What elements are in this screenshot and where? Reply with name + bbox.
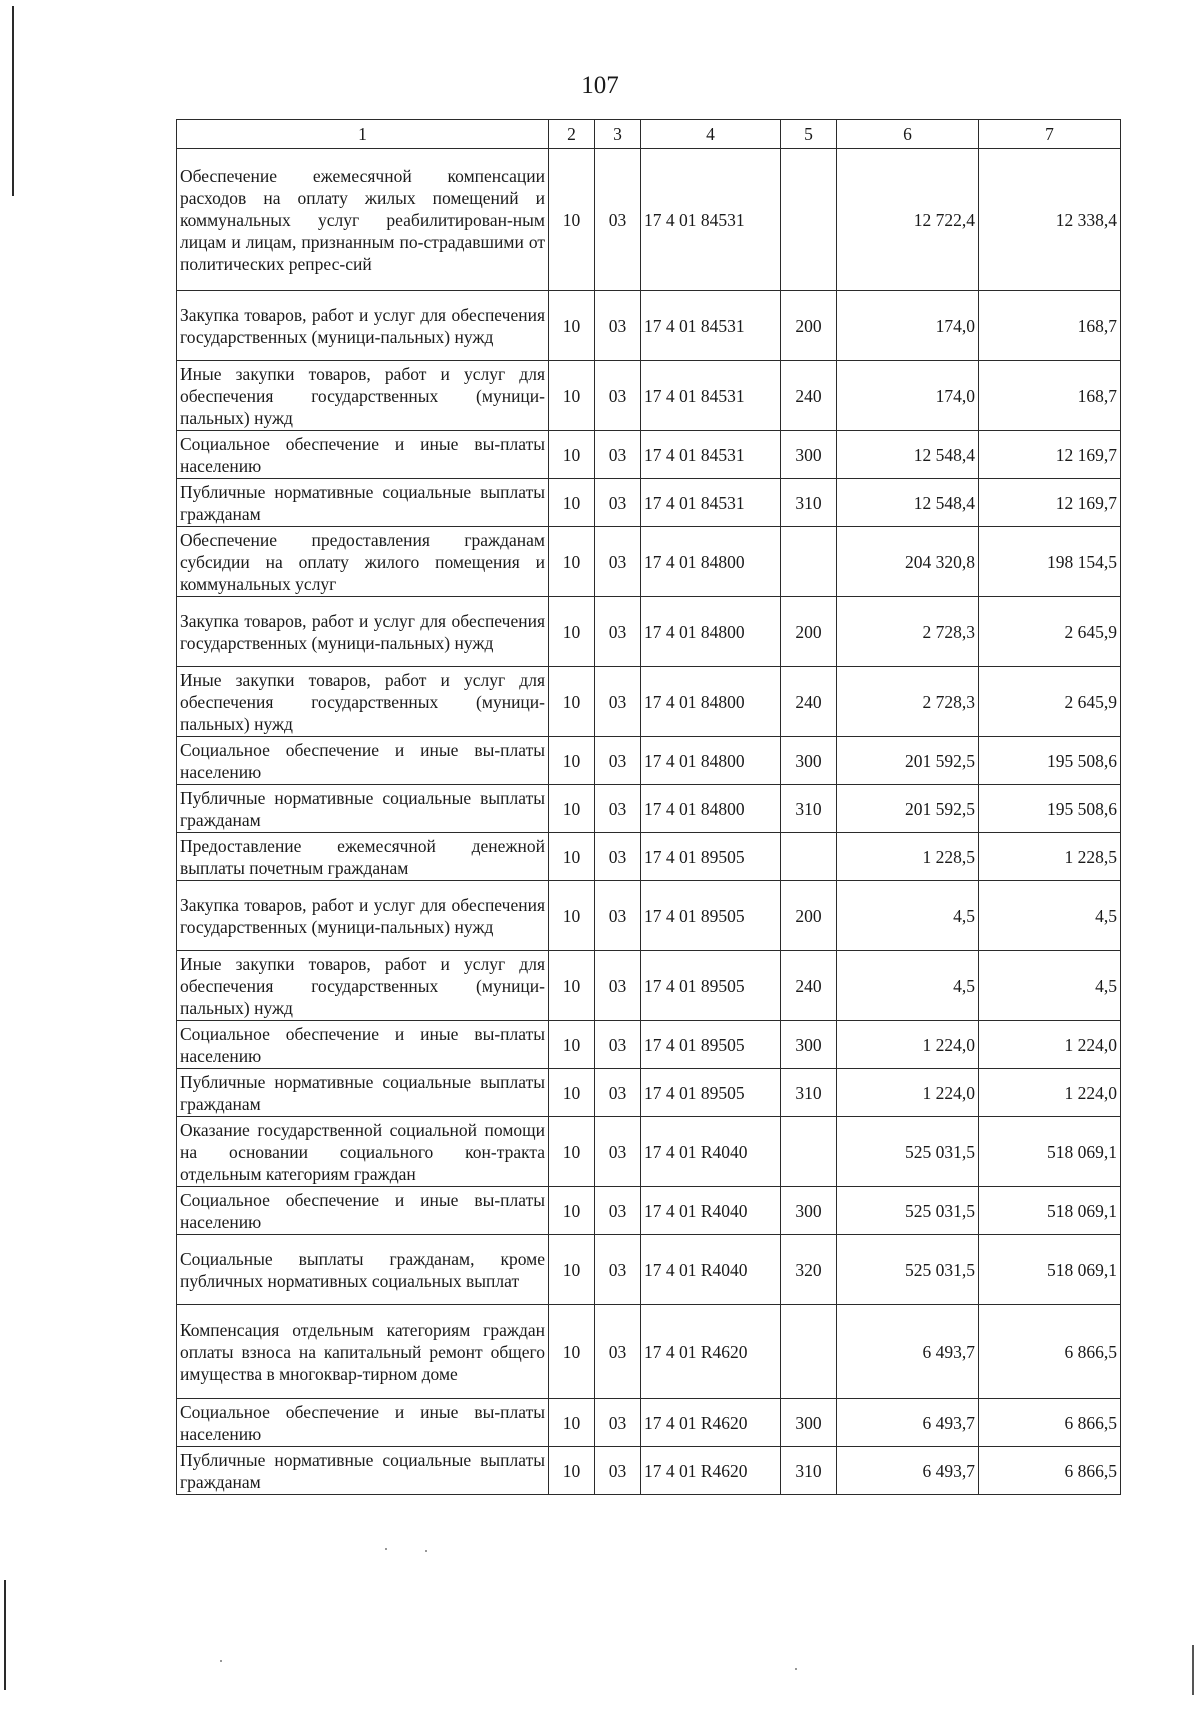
scan-edge-bottom-left <box>4 1580 6 1690</box>
section-code-cell: 10 <box>549 833 595 881</box>
row-name-cell: Оказание государственной социальной помощи на основании социального кон-тракта отдельным категориям граждан <box>177 1117 549 1187</box>
target-article-cell: 17 4 01 89505 <box>641 881 781 951</box>
target-article-cell: 17 4 01 84531 <box>641 149 781 291</box>
expense-type-cell <box>781 1305 837 1399</box>
amount-col7-cell: 12 338,4 <box>979 149 1121 291</box>
expense-type-cell: 300 <box>781 1399 837 1447</box>
expense-type-cell: 310 <box>781 1447 837 1495</box>
amount-col7-cell: 518 069,1 <box>979 1235 1121 1305</box>
subsection-code-cell: 03 <box>595 527 641 597</box>
table-row <box>177 291 1121 361</box>
column-header-6: 6 <box>837 120 979 149</box>
section-code-cell: 10 <box>549 149 595 291</box>
table-row <box>177 527 1121 597</box>
amount-col7-cell: 1 228,5 <box>979 833 1121 881</box>
amount-col6-cell: 525 031,5 <box>837 1117 979 1187</box>
expense-type-cell: 300 <box>781 1187 837 1235</box>
row-name-cell: Иные закупки товаров, работ и услуг для обеспечения государственных (муници-пальных) нужд <box>177 667 549 737</box>
target-article-cell: 17 4 01 R4620 <box>641 1447 781 1495</box>
amount-col6-cell: 204 320,8 <box>837 527 979 597</box>
target-article-cell: 17 4 01 84531 <box>641 479 781 527</box>
row-name-cell: Социальное обеспечение и иные вы-платы населению <box>177 1187 549 1235</box>
column-header-1: 1 <box>177 120 549 149</box>
table-row <box>177 1305 1121 1399</box>
section-code-cell: 10 <box>549 479 595 527</box>
target-article-cell: 17 4 01 R4620 <box>641 1399 781 1447</box>
subsection-code-cell: 03 <box>595 1447 641 1495</box>
subsection-code-cell: 03 <box>595 361 641 431</box>
amount-col7-cell: 195 508,6 <box>979 737 1121 785</box>
table-body <box>177 149 1121 1495</box>
expense-type-cell: 310 <box>781 785 837 833</box>
target-article-cell: 17 4 01 84800 <box>641 667 781 737</box>
section-code-cell: 10 <box>549 951 595 1021</box>
column-header-3: 3 <box>595 120 641 149</box>
amount-col6-cell: 2 728,3 <box>837 597 979 667</box>
expense-type-cell <box>781 833 837 881</box>
row-name-cell: Иные закупки товаров, работ и услуг для обеспечения государственных (муници-пальных) нужд <box>177 951 549 1021</box>
expense-type-cell <box>781 1117 837 1187</box>
amount-col7-cell: 12 169,7 <box>979 479 1121 527</box>
amount-col6-cell: 6 493,7 <box>837 1399 979 1447</box>
table-row <box>177 597 1121 667</box>
section-code-cell: 10 <box>549 1235 595 1305</box>
section-code-cell: 10 <box>549 1447 595 1495</box>
row-name-cell: Закупка товаров, работ и услуг для обеспечения государственных (муници-пальных) нужд <box>177 291 549 361</box>
column-header-4: 4 <box>641 120 781 149</box>
table-row <box>177 951 1121 1021</box>
table-row <box>177 737 1121 785</box>
header-row <box>177 120 1121 149</box>
expense-type-cell: 320 <box>781 1235 837 1305</box>
scan-speck <box>220 1660 222 1662</box>
section-code-cell: 10 <box>549 527 595 597</box>
amount-col7-cell: 198 154,5 <box>979 527 1121 597</box>
amount-col7-cell: 1 224,0 <box>979 1021 1121 1069</box>
target-article-cell: 17 4 01 84531 <box>641 431 781 479</box>
table-row <box>177 1447 1121 1495</box>
amount-col6-cell: 1 224,0 <box>837 1069 979 1117</box>
section-code-cell: 10 <box>549 1187 595 1235</box>
target-article-cell: 17 4 01 84800 <box>641 737 781 785</box>
expense-type-cell: 300 <box>781 737 837 785</box>
table-row <box>177 149 1121 291</box>
row-name-cell: Публичные нормативные социальные выплаты гражданам <box>177 1447 549 1495</box>
target-article-cell: 17 4 01 84800 <box>641 597 781 667</box>
subsection-code-cell: 03 <box>595 1069 641 1117</box>
section-code-cell: 10 <box>549 291 595 361</box>
row-name-cell: Закупка товаров, работ и услуг для обеспечения государственных (муници-пальных) нужд <box>177 881 549 951</box>
row-name-cell: Закупка товаров, работ и услуг для обеспечения государственных (муници-пальных) нужд <box>177 597 549 667</box>
table-row <box>177 881 1121 951</box>
amount-col7-cell: 518 069,1 <box>979 1187 1121 1235</box>
row-name-cell: Компенсация отдельным категориям граждан оплаты взноса на капитальный ремонт общего имущества в многоквар-тирном доме <box>177 1305 549 1399</box>
table-row <box>177 1399 1121 1447</box>
table-row <box>177 1187 1121 1235</box>
table-row <box>177 785 1121 833</box>
subsection-code-cell: 03 <box>595 1117 641 1187</box>
table-row <box>177 479 1121 527</box>
amount-col6-cell: 2 728,3 <box>837 667 979 737</box>
table-row <box>177 1069 1121 1117</box>
expense-type-cell: 200 <box>781 291 837 361</box>
amount-col6-cell: 6 493,7 <box>837 1305 979 1399</box>
table-row <box>177 1021 1121 1069</box>
target-article-cell: 17 4 01 89505 <box>641 1069 781 1117</box>
amount-col6-cell: 12 722,4 <box>837 149 979 291</box>
row-name-cell: Социальное обеспечение и иные вы-платы населению <box>177 1399 549 1447</box>
amount-col6-cell: 4,5 <box>837 881 979 951</box>
amount-col7-cell: 4,5 <box>979 881 1121 951</box>
target-article-cell: 17 4 01 84800 <box>641 785 781 833</box>
subsection-code-cell: 03 <box>595 1187 641 1235</box>
amount-col7-cell: 6 866,5 <box>979 1399 1121 1447</box>
subsection-code-cell: 03 <box>595 785 641 833</box>
amount-col6-cell: 525 031,5 <box>837 1235 979 1305</box>
scan-edge-bottom-right <box>1192 1645 1194 1695</box>
target-article-cell: 17 4 01 84531 <box>641 291 781 361</box>
row-name-cell: Обеспечение предоставления гражданам субсидии на оплату жилого помещения и коммунальных услуг <box>177 527 549 597</box>
row-name-cell: Социальное обеспечение и иные вы-платы населению <box>177 737 549 785</box>
target-article-cell: 17 4 01 89505 <box>641 1021 781 1069</box>
scan-speck <box>425 1550 427 1552</box>
row-name-cell: Публичные нормативные социальные выплаты гражданам <box>177 479 549 527</box>
amount-col6-cell: 1 228,5 <box>837 833 979 881</box>
amount-col7-cell: 168,7 <box>979 291 1121 361</box>
section-code-cell: 10 <box>549 667 595 737</box>
target-article-cell: 17 4 01 89505 <box>641 951 781 1021</box>
amount-col6-cell: 201 592,5 <box>837 737 979 785</box>
expense-type-cell <box>781 149 837 291</box>
subsection-code-cell: 03 <box>595 881 641 951</box>
amount-col7-cell: 1 224,0 <box>979 1069 1121 1117</box>
table-row <box>177 833 1121 881</box>
column-header-7: 7 <box>979 120 1121 149</box>
row-name-cell: Публичные нормативные социальные выплаты гражданам <box>177 1069 549 1117</box>
amount-col7-cell: 2 645,9 <box>979 597 1121 667</box>
amount-col7-cell: 195 508,6 <box>979 785 1121 833</box>
expense-type-cell: 310 <box>781 1069 837 1117</box>
section-code-cell: 10 <box>549 737 595 785</box>
subsection-code-cell: 03 <box>595 737 641 785</box>
target-article-cell: 17 4 01 84800 <box>641 527 781 597</box>
table-row <box>177 1117 1121 1187</box>
page-number: 107 <box>581 72 619 99</box>
expense-type-cell: 240 <box>781 361 837 431</box>
expense-type-cell: 240 <box>781 951 837 1021</box>
table-row <box>177 1235 1121 1305</box>
expense-type-cell: 200 <box>781 881 837 951</box>
amount-col7-cell: 4,5 <box>979 951 1121 1021</box>
expense-type-cell: 300 <box>781 431 837 479</box>
scan-speck <box>795 1668 797 1670</box>
amount-col7-cell: 2 645,9 <box>979 667 1121 737</box>
amount-col6-cell: 1 224,0 <box>837 1021 979 1069</box>
target-article-cell: 17 4 01 89505 <box>641 833 781 881</box>
row-name-cell: Социальные выплаты гражданам, кроме публичных нормативных социальных выплат <box>177 1235 549 1305</box>
table-row <box>177 361 1121 431</box>
target-article-cell: 17 4 01 R4620 <box>641 1305 781 1399</box>
expense-type-cell: 240 <box>781 667 837 737</box>
section-code-cell: 10 <box>549 597 595 667</box>
target-article-cell: 17 4 01 R4040 <box>641 1117 781 1187</box>
expense-type-cell <box>781 527 837 597</box>
scan-speck <box>385 1548 387 1550</box>
row-name-cell: Социальное обеспечение и иные вы-платы населению <box>177 1021 549 1069</box>
subsection-code-cell: 03 <box>595 1235 641 1305</box>
row-name-cell: Социальное обеспечение и иные вы-платы населению <box>177 431 549 479</box>
target-article-cell: 17 4 01 R4040 <box>641 1187 781 1235</box>
amount-col6-cell: 6 493,7 <box>837 1447 979 1495</box>
target-article-cell: 17 4 01 84531 <box>641 361 781 431</box>
amount-col6-cell: 174,0 <box>837 361 979 431</box>
target-article-cell: 17 4 01 R4040 <box>641 1235 781 1305</box>
scan-edge-top-left <box>12 6 14 196</box>
section-code-cell: 10 <box>549 881 595 951</box>
subsection-code-cell: 03 <box>595 833 641 881</box>
subsection-code-cell: 03 <box>595 1305 641 1399</box>
subsection-code-cell: 03 <box>595 149 641 291</box>
amount-col7-cell: 518 069,1 <box>979 1117 1121 1187</box>
amount-col6-cell: 201 592,5 <box>837 785 979 833</box>
section-code-cell: 10 <box>549 1021 595 1069</box>
expense-type-cell: 200 <box>781 597 837 667</box>
amount-col6-cell: 525 031,5 <box>837 1187 979 1235</box>
section-code-cell: 10 <box>549 1399 595 1447</box>
subsection-code-cell: 03 <box>595 479 641 527</box>
row-name-cell: Обеспечение ежемесячной компенсации расходов на оплату жилых помещений и коммунальных услуг реабилитирован-ным лицам и лицам, признанным по-страдавшими от политических репрес-сий <box>177 149 549 291</box>
expense-type-cell: 300 <box>781 1021 837 1069</box>
amount-col7-cell: 12 169,7 <box>979 431 1121 479</box>
row-name-cell: Публичные нормативные социальные выплаты гражданам <box>177 785 549 833</box>
subsection-code-cell: 03 <box>595 951 641 1021</box>
amount-col7-cell: 6 866,5 <box>979 1447 1121 1495</box>
subsection-code-cell: 03 <box>595 1021 641 1069</box>
row-name-cell: Предоставление ежемесячной денежной выплаты почетным гражданам <box>177 833 549 881</box>
subsection-code-cell: 03 <box>595 667 641 737</box>
column-header-2: 2 <box>549 120 595 149</box>
expense-type-cell: 310 <box>781 479 837 527</box>
amount-col6-cell: 4,5 <box>837 951 979 1021</box>
section-code-cell: 10 <box>549 361 595 431</box>
amount-col7-cell: 168,7 <box>979 361 1121 431</box>
section-code-cell: 10 <box>549 431 595 479</box>
table-row <box>177 667 1121 737</box>
column-header-5: 5 <box>781 120 837 149</box>
row-name-cell: Иные закупки товаров, работ и услуг для обеспечения государственных (муници-пальных) нужд <box>177 361 549 431</box>
section-code-cell: 10 <box>549 1117 595 1187</box>
amount-col6-cell: 174,0 <box>837 291 979 361</box>
subsection-code-cell: 03 <box>595 1399 641 1447</box>
subsection-code-cell: 03 <box>595 431 641 479</box>
budget-table <box>176 119 1121 1495</box>
section-code-cell: 10 <box>549 1069 595 1117</box>
section-code-cell: 10 <box>549 785 595 833</box>
subsection-code-cell: 03 <box>595 597 641 667</box>
amount-col6-cell: 12 548,4 <box>837 479 979 527</box>
subsection-code-cell: 03 <box>595 291 641 361</box>
amount-col6-cell: 12 548,4 <box>837 431 979 479</box>
table-row <box>177 431 1121 479</box>
amount-col7-cell: 6 866,5 <box>979 1305 1121 1399</box>
section-code-cell: 10 <box>549 1305 595 1399</box>
